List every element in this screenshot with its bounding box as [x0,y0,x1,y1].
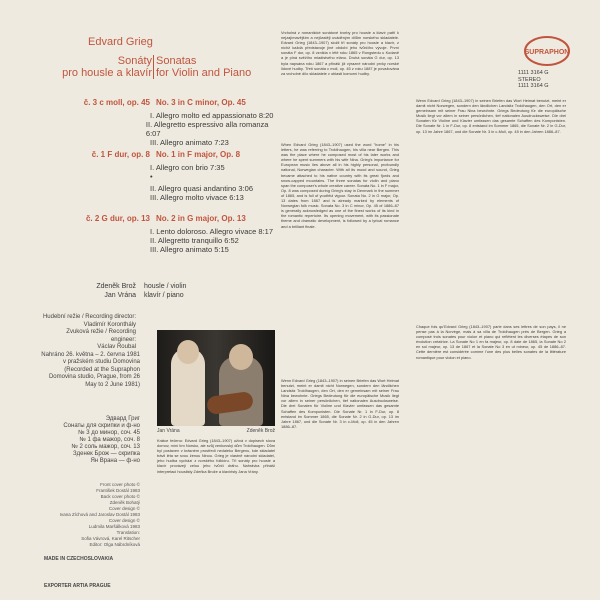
movement: III. Allegro animato 5:15 [150,245,229,254]
work-sonata-2 [40,214,280,254]
performers [40,282,280,300]
movement: II. Allegretto espressivo alla romanza 6:07 [145,120,269,138]
work-heading: č. 1 F dur, op. 8 No. 1 in F major, Op. 8 [91,150,241,159]
composer-name: Edvard Grieg [88,36,153,48]
movement: III. Allegro animato 7:23 [150,138,229,147]
russian-titles: Эдвард Григ Сонаты для скрипки и ф-но № 3 до минор, соч. 45 № 1 фа мажор, соч. 8 № 2 соль мажор, соч. 13 Зденек Брож — скрипка Ян Врана — ф-но [63,416,140,464]
performer: Zdeněk Brož housle / violin [96,283,187,290]
work-heading: č. 2 G dur, op. 13 No. 2 in G major, Op. 13 [85,214,246,223]
movement: I. Lento doloroso. Allegro vivace 8:17 [150,227,273,236]
movement: II. Allegro quasi andantino 3:06 [150,184,253,193]
title-en-line-1: Sonatas [156,55,197,67]
liner-notes-czech: Vrcholná z romantické sonátové tvorby pro housle a klavír patří k nejzajímavějším a nejčastěji uváděným dílům norského skladatele. Edvard Grieg (1843–1907) složil tři sonáty pro housle a klavír, z nichž každá představuje jiné období jeho tvůrčího vývoje. První sonáta F dur, op. 8 vznikla v létě roku 1865 v Rungstedu u Kodaně a je plná svěžího mladistvého elánu. Druhá sonáta G dur, op. 13 byla napsána roku 1867 a přináší již výrazné národní prvky norské lidové hudby. Třetí sonáta c moll, op. 45 z roku 1887 je považována za vrcholné dílo skladatele v oblasti komorní hudby. [281,30,399,76]
recording-credits: Hudební režie / Recording director: Vladimír Koronthály Zvuková režie / Recording engineer: Václav Roubal Nahráno 26. května – 2. června 1981 v pražském studiu Domovina (Recorded at the Supraphon Domovina studio, Prague, from 26 May to 2 June 1981) [41,314,140,388]
title-separator [153,55,154,79]
title-english [156,55,276,79]
title-cz-line-1: Sonáty [117,55,152,67]
work-sonata-3 [40,98,280,147]
work-heading: č. 3 c moll, op. 45 No. 3 in C minor, Op. 45 [83,98,246,107]
movement: III. Allegro molto vivace 6:13 [150,193,244,202]
svg-text:SUPRAPHON: SUPRAPHON [524,49,570,56]
performers-photo [157,330,275,426]
liner-notes-french: Chaque fois qu'Edvard Grieg (1843–1907) parle dans ses lettres de son pays, il ne pense pas à la Norvège, mais à sa villa de Troldhaugen près de Bergen. Grieg a composé trois sonates pour violon et piano qui reflètent les diverses étapes de son évolution créatrice. La Sonate No 1 en fa majeur, op. 8 date de 1865, la Sonate No 2 en sol majeur, op. 13 de 1867 et la Sonate No 3 en ut mineur, op. 45 de 1886–87. Cette dernière est considérée comme l'une des plus belles sonates de la littérature romantique pour violon et piano. [416,324,566,360]
title-en-line-2: for Violin and Piano [156,67,252,79]
title-czech [52,55,152,79]
liner-notes-german: Wenn Edvard Grieg (1843–1907) in seinen Briefen das Wort Heimat benutzt, meint er damit nicht Norwegen, sondern den ländlichen Landsitz Troldhaugen, den Ort, den er gemeinsam mit seiner Frau Nina bewohnte. Griegs Bedeutung für die europäische Musik liegt vor allem in seiner persönlichen, tief nationalen Ausdrucksweise. Die drei Sonaten für Violine und Klavier umfassen das gesamte Schaffen des Komponisten. Die Sonate Nr. 1 in F-Dur, op. 8 entstand im Sommer 1865, die Sonate Nr. 2 in G-Dur, op. 13 im Jahre 1867, und die Sonate Nr. 3 in c-Moll, op. 45 in den Jahren 1886–87. [281,378,399,429]
catalog-info: 1111 3164 G STEREO 1111 3164 G [518,70,549,89]
movement: I. Allegro molto ed appassionato 8:20 [150,111,274,120]
photo-captions: Jan Vrána Zdeněk Brož [157,428,275,434]
title-cz-line-2: pro housle a klavír [62,67,152,79]
liner-notes-german-cont: Wenn Edvard Grieg (1843–1907) in seinen Briefen das Wort Heimat benutzt, meint er damit nicht Norwegen, sondern den ländlichen Landsitz Troldhaugen, den Ort, den er gemeinsam mit seiner Frau Nina bewohnte. Griegs Bedeutung für die europäische Musik liegt vor allem in seiner persönlichen, tief nationalen Ausdrucksweise. Die drei Sonaten für Violine und Klavier umfassen das gesamte Schaffen des Komponisten. Die Sonate Nr. 1 in F-Dur, op. 8 entstand im Sommer 1865, die Sonate Nr. 2 in G-Dur, op. 13 im Jahre 1867, und die Sonate Nr. 3 in c-Moll, op. 45 in den Jahren 1886–87. [416,98,566,134]
side-separator-dot: • [150,172,153,181]
movement: II. Allegretto tranquillo 6:52 [150,236,239,245]
liner-notes-english: When Edvard Grieg (1843–1907) used the word "home" in his letters, he was referring to Troldhaugen, his villa near Bergen. This was the place where he composed most of his later works and where he spent summers with his wife Nina. Grieg's importance for European music lies above all in his highly personal, profoundly national, Norwegian character. With all its mood and sound, Grieg became attached to his native country with its great fjords and snow-capped mountains. The three sonatas for violin and piano span the composer's whole creative career. Sonata No. 1 in F major, Op. 8 was composed during Grieg's stay in Denmark in the summer of 1865, and is full of youthful vigour. Sonata No. 2 in G major, Op. 13 dates from 1867 and is already marked by elements of Norwegian folk music. Sonata No. 3 in C minor, Op. 45 of 1886–87 is generally acknowledged as one of the finest works of its kind in the romantic repertoire. Its opening movement, with its passionate theme and dramatic development, is followed by a lyrical romance and a brilliant finale. [281,142,399,229]
supraphon-logo-icon [524,36,570,66]
liner-notes-czech-bottom: Krátce řečeno: Edvard Grieg (1843–1907) užívá v dopisech slova domov, míní tím Norsko, ale svůj venkovský dům Troldhaugen. Dům byl postaven v krásném prostředí nedaleko Bergenu, kde skladatel trávil léta se svou ženou Ninou. Grieg je vlastně národní skladatel, jeho hudba vychází z norského folklóru. Tři sonáty pro housle a klavír provázejí celou jeho tvůrčí dráhu. Nahrávka přináší interpretaci houslisty Zdeňka Brože a klavíristy Jana Vrány. [157,438,275,474]
cover-credits: Front cover photo © František Dostál 1983 Back cover photo © Zdeněk Bohatý Cover design © Ivana Zíchová and Jaroslav Dostál 1983 Cover design © Ludmila Maršálková 1983 Translation: Sofia Vávrová, Karel Ritscher Editor: Olga Nábrdníková [59,482,140,547]
performer: Jan Vrána klavír / piano [104,292,184,299]
made-in-label: MADE IN CZECHOSLOVAKIA EXPORTER ARTIA PRAGUE [44,556,114,589]
movement: I. Allegro con brio 7:35 [150,163,225,172]
work-sonata-1 [40,150,280,202]
